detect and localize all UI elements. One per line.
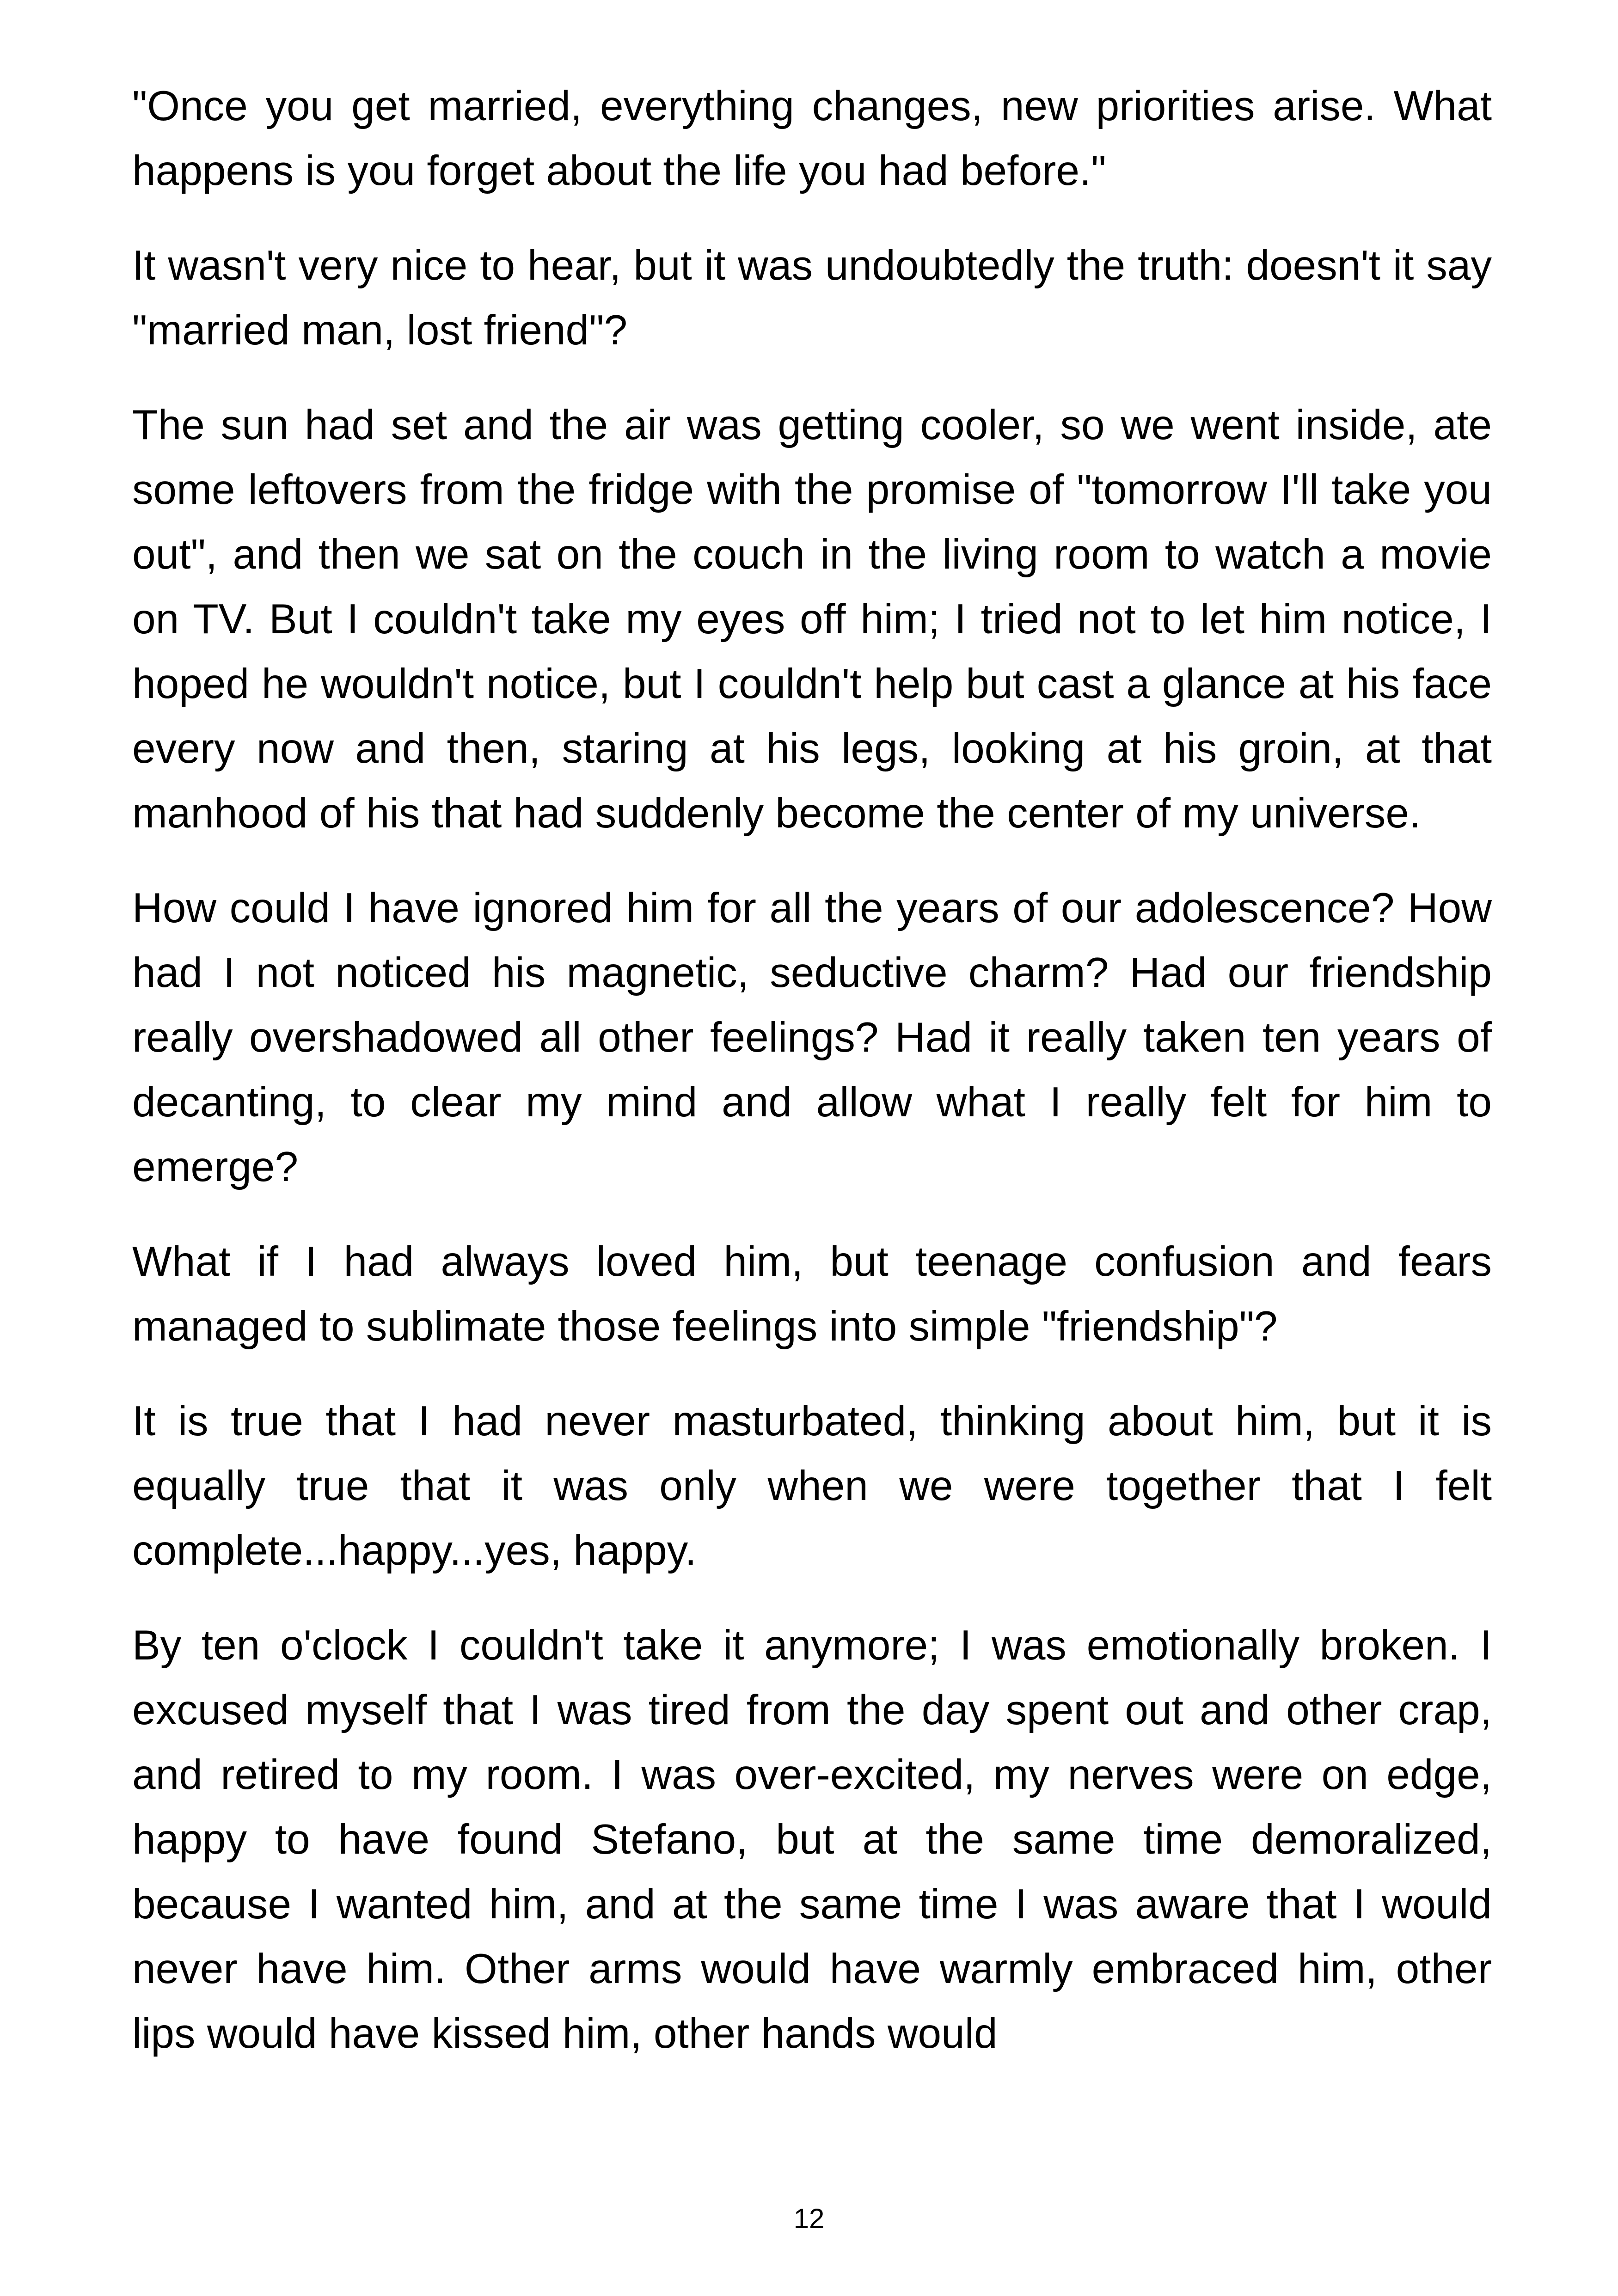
page-number: 12: [793, 2203, 825, 2234]
paragraph: The sun had set and the air was getting cooler, so we went inside, ate some leftovers from the fridge with the promise of "tomorrow I'll take you out", and then we sat on the couch in the living room to watch a movie on TV. But I couldn't take my eyes off him; I tried not to let him notice, I hoped he wouldn't notice, but I couldn't help but cast a glance at his face every now and then, staring at his legs, looking at his groin, at that manhood of his that had suddenly become the center of my universe.: [132, 402, 1492, 837]
page-body: [132, 74, 1492, 2096]
paragraph: It wasn't very nice to hear, but it was undoubtedly the truth: doesn't it say "married man, lost friend"?: [132, 242, 1492, 354]
paragraph: How could I have ignored him for all the years of our adolescence? How had I not noticed his magnetic, seductive charm? Had our friendship really overshadowed all other feelings? Had it really taken ten years of decanting, to clear my mind and allow what I really felt for him to emerge?: [132, 885, 1492, 1190]
paragraph: What if I had always loved him, but teenage confusion and fears managed to sublimate those feelings into simple "friendship"?: [132, 1238, 1492, 1350]
paragraph: By ten o'clock I couldn't take it anymore; I was emotionally broken. I excused myself that I was tired from the day spent out and other crap, and retired to my room. I was over-excited, my nerves were on edge, happy to have found Stefano, but at the same time demoralized, because I wanted him, and at the same time I was aware that I would never have him. Other arms would have warmly embraced him, other lips would have kissed him, other hands would: [132, 1622, 1492, 2057]
paragraph: "Once you get married, everything changes, new priorities arise. What happens is you forget about the life you had before.": [132, 83, 1492, 194]
paragraph: It is true that I had never masturbated, thinking about him, but it is equally true that it was only when we were together that I felt complete...happy...yes, happy.: [132, 1398, 1492, 1574]
